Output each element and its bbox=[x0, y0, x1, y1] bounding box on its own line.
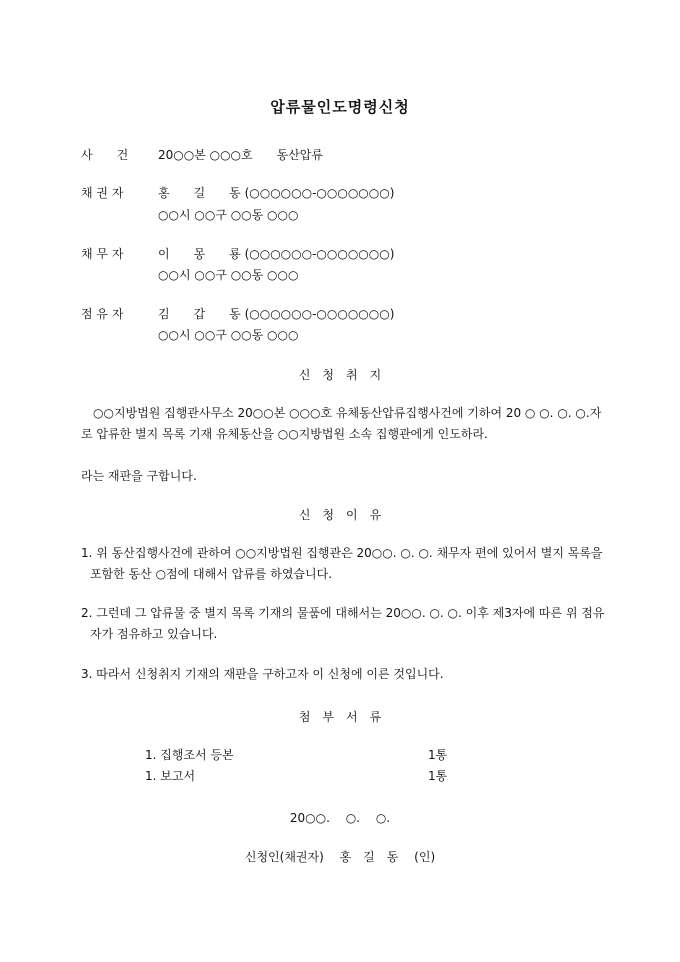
creditor-address: ○○시 ○○구 ○○동 ○○○ bbox=[158, 208, 299, 222]
case-label: 사 건 bbox=[81, 148, 129, 162]
attachments-heading: 첨 부 서 류 bbox=[298, 710, 382, 724]
debtor-label: 채 무 자 bbox=[81, 247, 124, 261]
document-date: 20○○. ○. ○. bbox=[289, 811, 391, 825]
debtor-name: 이 몽 룡 (○○○○○○-○○○○○○○) bbox=[158, 247, 395, 261]
creditor-label: 채 권 자 bbox=[81, 186, 124, 200]
attachment-name-1: 1. 집행조서 등본 bbox=[145, 748, 234, 762]
purpose-closing: 라는 재판을 구합니다. bbox=[81, 469, 197, 483]
case-value: 20○○본 ○○○호 동산압류 bbox=[158, 148, 323, 162]
possessor-name: 김 갑 동 (○○○○○○-○○○○○○○) bbox=[158, 307, 395, 321]
reason-item-3: 3. 따라서 신청취지 기재의 재판을 구하고자 이 신청에 이른 것입니다. bbox=[81, 667, 444, 681]
attachment-qty-2: 1통 bbox=[428, 769, 448, 783]
reason-item-1: 1. 위 동산집행사건에 관하여 ○○지방법원 집행관은 20○○. ○. ○. 채무자 편에 있어서 별지 목록을 포함한 동산 ○점에 대해서 압류를 하였습니다. bbox=[81, 546, 603, 581]
reasons-heading: 신 청 이 유 bbox=[298, 508, 382, 522]
possessor-label: 점 유 자 bbox=[81, 307, 124, 321]
possessor-address: ○○시 ○○구 ○○동 ○○○ bbox=[158, 328, 299, 342]
purpose-body: ○○지방법원 집행관사무소 20○○본 ○○○호 유체동산압류집행사건에 기하여 20 ○ ○. ○. ○.자로 압류한 별지 목록 기재 유체동산을 ○○지방법원 소속 집행관에게 인도하라. bbox=[81, 406, 602, 441]
attachment-qty-1: 1통 bbox=[428, 748, 448, 762]
reason-item-2: 2. 그런데 그 압류물 중 별지 목록 기재의 물품에 대해서는 20○○. ○. ○. 이후 제3자에 따른 위 점유자가 점유하고 있습니다. bbox=[81, 606, 605, 641]
creditor-name: 홍 길 동 (○○○○○○-○○○○○○○) bbox=[158, 186, 395, 200]
applicant-signature: 신청인(채권자) 홍 길 동 (인) bbox=[244, 850, 436, 864]
debtor-address: ○○시 ○○구 ○○동 ○○○ bbox=[158, 268, 299, 282]
document-title: 압류물인도명령신청 bbox=[270, 98, 410, 116]
purpose-heading: 신 청 취 지 bbox=[298, 368, 382, 382]
attachment-name-2: 1. 보고서 bbox=[145, 769, 196, 783]
